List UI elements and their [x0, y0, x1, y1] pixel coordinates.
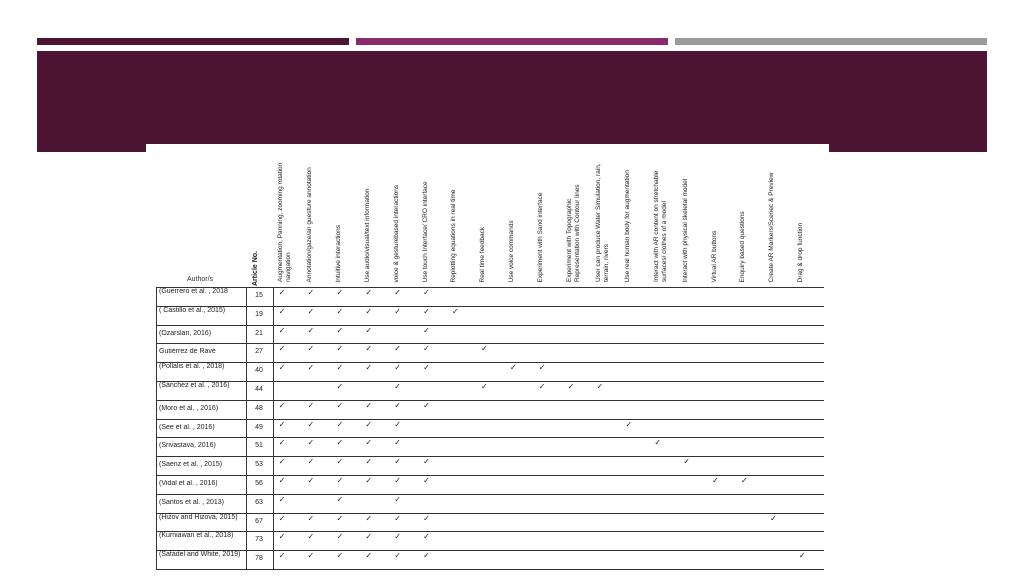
check-mark: ✓: [278, 476, 286, 485]
column-header-label: Use real human body for augmentation: [623, 169, 631, 282]
check-mark: ✓: [365, 513, 373, 523]
column-header-label: Create AR Markers/Scenec & Preview: [768, 172, 776, 282]
table-row-article-number: 40: [255, 367, 263, 375]
column-header-label: Interact with physical skeletal model: [681, 178, 689, 282]
column-header: [508, 156, 534, 282]
table-row-author: (Hizov and Hizova, 2015): [159, 513, 238, 521]
check-mark: ✓: [394, 306, 401, 316]
check-mark: ✓: [307, 532, 315, 542]
check-mark: ✓: [278, 419, 286, 429]
check-mark: ✓: [423, 325, 430, 335]
table-row-article-number: 51: [255, 442, 263, 450]
check-mark: ✓: [423, 288, 430, 297]
table-row-author: (Pollalis et al. , 2018): [159, 363, 225, 371]
table-row-article-number: 15: [255, 292, 263, 299]
check-mark: ✓: [394, 382, 401, 391]
check-mark: ✓: [365, 288, 373, 297]
column-divider: [156, 287, 157, 569]
check-mark: ✓: [365, 419, 373, 429]
check-mark: ✓: [509, 363, 517, 373]
column-header: [537, 156, 563, 282]
check-mark: ✓: [423, 400, 430, 410]
check-mark: ✓: [365, 363, 373, 373]
check-mark: ✓: [480, 382, 488, 391]
column-header: [306, 156, 332, 282]
column-header-label: Use voice commands: [508, 219, 516, 282]
article-number-header: [251, 156, 273, 286]
check-mark: ✓: [452, 306, 459, 316]
table-row-article-number: 19: [255, 310, 263, 318]
row-divider: [156, 362, 824, 363]
check-mark: ✓: [307, 513, 315, 523]
check-mark: ✓: [336, 494, 344, 504]
check-mark: ✓: [278, 438, 286, 448]
check-mark: ✓: [278, 551, 286, 561]
table-row-author: (Srivastava, 2016): [159, 442, 216, 450]
table-row-author: (Santos et al. , 2013): [159, 498, 224, 506]
table-row-article-number: 44: [255, 386, 263, 393]
check-mark: ✓: [336, 419, 344, 429]
check-mark: ✓: [278, 513, 286, 523]
table-row-author: (See et al. , 2016): [159, 423, 215, 431]
check-mark: ✓: [336, 400, 344, 410]
table-row-article-number: 27: [255, 348, 263, 356]
column-header-label: Use touch Interface/ CRO interface: [421, 180, 429, 282]
check-mark: ✓: [394, 494, 401, 504]
column-header-label: Intuitive interactions: [334, 224, 342, 282]
check-mark: ✓: [394, 288, 401, 297]
column-header: [450, 156, 476, 282]
column-header: [335, 156, 361, 282]
check-mark: ✓: [336, 306, 344, 316]
row-divider: [156, 419, 824, 420]
table-row-author: ( Castillo et al., 2015): [159, 306, 226, 314]
column-header: [566, 156, 592, 282]
check-mark: ✓: [307, 457, 315, 467]
row-divider: [156, 513, 824, 514]
check-mark: ✓: [423, 476, 430, 485]
column-divider: [246, 287, 247, 569]
article-number-header-label: Article No.: [252, 250, 259, 286]
check-mark: ✓: [336, 344, 344, 354]
check-mark: ✓: [307, 306, 315, 316]
check-mark: ✓: [336, 382, 344, 391]
check-mark: ✓: [423, 532, 430, 542]
table-row-article-number: 21: [255, 329, 263, 337]
column-header: [711, 156, 737, 282]
check-mark: ✓: [538, 382, 546, 391]
check-mark: ✓: [567, 382, 575, 391]
column-header: [739, 156, 765, 282]
row-divider: [156, 325, 824, 326]
check-mark: ✓: [336, 532, 344, 542]
check-mark: ✓: [278, 532, 286, 542]
column-header-label: Replotting equations in real time: [450, 189, 458, 282]
table-row-article-number: 49: [255, 423, 263, 431]
table-row-article-number: 63: [255, 498, 263, 506]
check-mark: ✓: [336, 457, 344, 467]
column-header: [768, 156, 794, 282]
table-row-article-number: 56: [255, 480, 263, 487]
check-mark: ✓: [336, 325, 344, 335]
column-header-label: Use audio/visual/text information: [363, 188, 371, 282]
check-mark: ✓: [307, 419, 315, 429]
table-row-author: (Vidal et al. , 2016): [159, 480, 218, 487]
check-mark: ✓: [394, 344, 401, 354]
check-mark: ✓: [365, 532, 373, 542]
table-row-author: (Ozarslan, 2016): [159, 329, 212, 337]
check-mark: ✓: [423, 344, 430, 354]
column-header-label: Interact with AR content on stretchable surfaces/ clothes of a model: [652, 170, 668, 282]
column-header-label: Experiment with Sand interface: [537, 192, 545, 282]
column-header: [422, 156, 448, 282]
table-row-author: (Saenz et al. , 2015): [159, 461, 223, 469]
row-divider: [156, 494, 824, 495]
check-mark: ✓: [336, 476, 344, 485]
author-column-header: Author/s: [186, 276, 214, 283]
check-mark: ✓: [307, 476, 315, 485]
column-header-label: Annotation/gaze/air guesture annotation: [305, 166, 313, 282]
check-mark: ✓: [596, 382, 604, 391]
table-row-author: (Kurniawan et al., 2018): [159, 532, 234, 540]
column-header: [797, 156, 823, 282]
column-header-label: voice & gesturebased interactions: [392, 184, 400, 282]
check-mark: ✓: [798, 551, 806, 561]
table-row-author: (Sánchez et al. , 2016): [159, 382, 230, 389]
row-divider: [156, 287, 824, 288]
check-mark: ✓: [394, 400, 401, 410]
table-row-article-number: 67: [255, 517, 263, 525]
check-mark: ✓: [336, 363, 344, 373]
table-row-article-number: 73: [255, 536, 263, 544]
check-mark: ✓: [394, 476, 401, 485]
check-mark: ✓: [394, 551, 401, 561]
table-row-author: (Guerrero et al. , 2018: [159, 288, 228, 295]
row-divider: [156, 569, 824, 570]
column-divider: [273, 287, 274, 569]
check-mark: ✓: [336, 438, 344, 448]
check-mark: ✓: [365, 476, 373, 485]
check-mark: ✓: [625, 419, 633, 429]
check-mark: ✓: [307, 344, 315, 354]
check-mark: ✓: [423, 363, 430, 373]
check-mark: ✓: [741, 476, 748, 485]
check-mark: ✓: [365, 306, 373, 316]
table-row-author: Gutiérrez de Ravé: [159, 348, 216, 356]
check-mark: ✓: [336, 288, 344, 297]
row-divider: [156, 550, 824, 551]
check-mark: ✓: [278, 344, 286, 354]
check-mark: ✓: [480, 344, 488, 354]
check-mark: ✓: [307, 551, 315, 561]
check-mark: ✓: [538, 363, 546, 373]
check-mark: ✓: [365, 438, 373, 448]
check-mark: ✓: [278, 363, 286, 373]
column-header-label: Real time feedback: [479, 226, 487, 282]
check-mark: ✓: [394, 363, 401, 373]
table-row-article-number: 78: [255, 555, 263, 563]
row-divider: [156, 400, 824, 401]
column-header: [277, 156, 303, 282]
check-mark: ✓: [307, 438, 315, 448]
column-header: [624, 156, 650, 282]
check-mark: ✓: [365, 457, 373, 467]
check-mark: ✓: [278, 494, 286, 504]
row-divider: [156, 306, 824, 307]
check-mark: ✓: [365, 551, 373, 561]
top-stripe-magenta: [356, 38, 668, 45]
column-header-label: Augmentation, Panning, zooming rotation navigation: [277, 162, 292, 282]
check-mark: ✓: [307, 363, 315, 373]
check-mark: ✓: [278, 400, 286, 410]
column-header: [479, 156, 505, 282]
row-divider: [156, 475, 824, 476]
row-divider: [156, 437, 824, 438]
column-header: [682, 156, 708, 282]
check-mark: ✓: [278, 306, 286, 316]
check-mark: ✓: [423, 551, 430, 561]
column-header: [393, 156, 419, 282]
check-mark: ✓: [712, 476, 719, 485]
check-mark: ✓: [307, 325, 315, 335]
check-mark: ✓: [394, 513, 401, 523]
check-mark: ✓: [336, 551, 344, 561]
table-row-author: (Moro et al. , 2016): [159, 404, 219, 412]
check-mark: ✓: [769, 513, 777, 523]
row-divider: [156, 531, 824, 532]
column-header: [595, 156, 621, 282]
column-header-label: Experiment with Topographic Representation with Contour lines: [566, 184, 581, 282]
check-mark: ✓: [683, 457, 690, 467]
check-mark: ✓: [394, 419, 401, 429]
check-mark: ✓: [654, 438, 662, 448]
check-mark: ✓: [278, 457, 286, 467]
column-header-label: User can produce Water Simulation, rain, terrain, rivers: [594, 163, 610, 282]
check-mark: ✓: [365, 400, 373, 410]
check-mark: ✓: [365, 325, 373, 335]
check-mark: ✓: [336, 513, 344, 523]
check-mark: ✓: [307, 400, 315, 410]
table-row-article-number: 53: [255, 461, 263, 469]
column-header: [364, 156, 390, 282]
row-divider: [156, 456, 824, 457]
check-mark: ✓: [394, 457, 401, 467]
check-mark: ✓: [307, 288, 315, 297]
table-row-article-number: 48: [255, 404, 263, 412]
table-row-author: (Safadel and White, 2019): [159, 551, 241, 559]
column-header-label: Virtual AR buttons: [710, 230, 718, 282]
check-mark: ✓: [423, 457, 430, 467]
title-banner: [37, 51, 987, 152]
column-header-label: Drag & drop function: [797, 222, 805, 282]
top-stripe-dark: [37, 38, 349, 45]
check-mark: ✓: [423, 513, 430, 523]
check-mark: ✓: [394, 438, 401, 448]
column-header: [653, 156, 679, 282]
column-header-label: Enquiry based questions: [739, 210, 747, 282]
check-mark: ✓: [423, 306, 430, 316]
check-mark: ✓: [278, 325, 286, 335]
top-stripe-gray: [675, 38, 987, 45]
check-mark: ✓: [278, 288, 286, 297]
check-mark: ✓: [365, 344, 373, 354]
check-mark: ✓: [394, 532, 401, 542]
